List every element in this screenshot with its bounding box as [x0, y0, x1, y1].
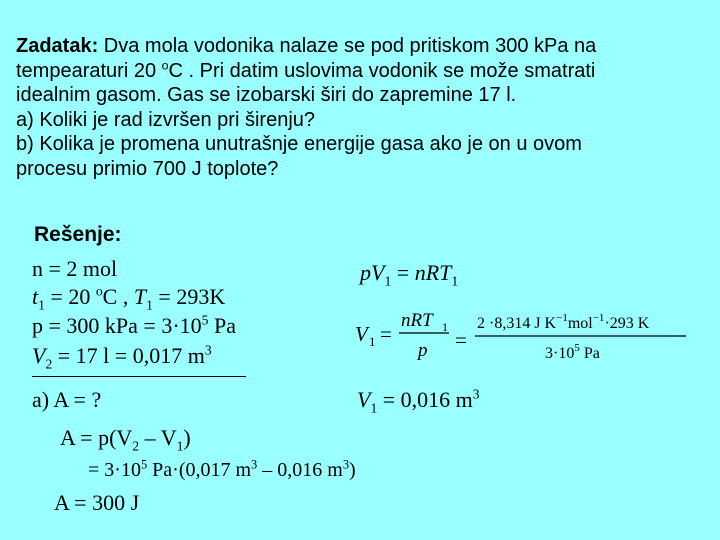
- problem-heading: Zadatak:: [16, 35, 99, 57]
- solution-label: Rešenje:: [34, 223, 122, 246]
- problem-line-1: Zadatak: Dva mola vodonika nalaze se pod pritiskom 300 kPa na: [16, 35, 597, 57]
- given-pressure: p = 300 kPa = $3\cdot 10^5$ Pa: [32, 312, 236, 338]
- given-volume: $V_2 = 17$ l = 0,017 $m^3$: [32, 342, 212, 372]
- work-result: A = 300 J: [54, 490, 140, 515]
- work-calculation: = $3\cdot 10^5$ Pa·(0,017 $m^3 - 0,016$ $m^3$): [88, 457, 356, 481]
- formula-equals-2: =: [455, 328, 467, 352]
- part-a-question: a) A = ?: [32, 387, 102, 412]
- formula-equals-1: =: [380, 322, 392, 346]
- work-formula: $A = p(V_2 - V_1)$: [60, 425, 191, 454]
- formula-lhs-sub: 1: [369, 334, 376, 349]
- problem-line-2: tempearaturi 20 $^o$C . Pri datim uslovima vodonik se može smatrati: [16, 57, 596, 82]
- formula-lhs: V: [355, 322, 368, 346]
- problem-statement: [16, 34, 714, 181]
- given-n: n = 2 mol: [32, 256, 118, 281]
- problem-line-6: procesu primio 700 J toplote?: [16, 157, 279, 180]
- ideal-gas-law: $pV_1 = nRT_1$: [360, 260, 459, 289]
- given-temperature: $t_1 = 20$ $^o$C , $T_1 = 293K$: [32, 283, 226, 313]
- v1-result: $V_1 = 0,016$ $m^3$: [357, 386, 480, 416]
- formula-num1-sub: 1: [442, 320, 448, 334]
- formula-num2: 2 ·8,314 J $K^{-1}mol^{-1}\cdot 293$ K: [477, 312, 650, 332]
- problem-line-4: a) Koliki je rad izvršen pri širenju?: [16, 108, 316, 131]
- problem-line-5: b) Kolika je promena unutrašnje energije gasa ako je on u ovom: [16, 133, 582, 155]
- problem-line-3: idealnim gasom. Gas se izobarski širi do zapremine 17 l.: [16, 84, 517, 106]
- formula-den2: $3\cdot 10^5$ Pa: [545, 342, 600, 362]
- formula-den1: p: [418, 340, 428, 361]
- formula-num1: nRT: [401, 310, 433, 331]
- given-divider: [32, 376, 246, 377]
- volume-formula: [355, 308, 689, 364]
